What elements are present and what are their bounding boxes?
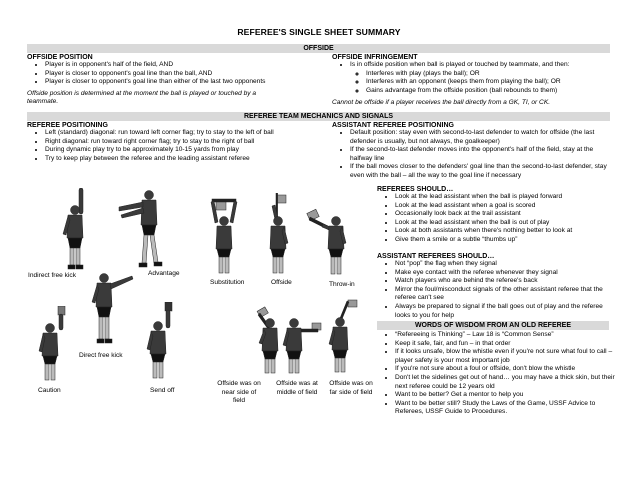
send-off-figure	[140, 302, 180, 384]
list-item: • Always be prepared to signal if the ball goes out of play and the referee looks to you for help	[395, 303, 617, 320]
list-item: • Player is closer to opponent's goal line than the ball, AND	[45, 70, 317, 79]
advantage-figure	[113, 185, 173, 273]
list-item: • During dynamic play try to be approximately 10-15 yards from play	[45, 146, 327, 155]
ars-should-list	[377, 260, 617, 320]
offside-section-bar: OFFSIDE	[27, 44, 610, 53]
ars-should-block	[377, 253, 617, 320]
list-item: • Look at the lead assistant when a goal is scored	[395, 202, 617, 211]
referee-positioning-list	[27, 129, 327, 163]
ar-positioning-list	[332, 129, 614, 181]
caption-throw-in: Throw-in	[329, 281, 355, 288]
offside-far-side-figure	[322, 298, 362, 378]
list-item: • “Refereeing is Thinking” – Law 18 is “Common Sense”	[395, 331, 617, 340]
page-title: REFEREE'S SINGLE SHEET SUMMARY	[237, 27, 401, 37]
caption-indirect-free-kick: Indirect free kick	[28, 272, 77, 279]
list-item: • Look at the lead assistant when the ball is played forward	[395, 193, 617, 202]
offside-infringement-note: Cannot be offside if a player receives the ball directly from a GK, TI, or CK.	[332, 99, 551, 107]
list-item: • Give them a smile or a subtle “thumbs up”	[395, 236, 617, 245]
wisdom-block	[377, 321, 617, 417]
caption-offside-middle: Offside was at middle of field	[276, 380, 318, 396]
direct-free-kick-figure	[82, 262, 137, 350]
offside-infringement-block	[332, 54, 617, 108]
caption-offside: Offside	[271, 279, 292, 286]
list-item: • Watch players who are behind the referee's back	[395, 277, 617, 286]
list-item: • Don't let the sidelines get out of hand… you may have a thick skin, but their next referee could be 12 years old	[395, 374, 617, 391]
referee-positioning-block	[27, 122, 327, 163]
wisdom-heading: WORDS OF WISDOM FROM AN OLD REFEREE	[377, 321, 609, 330]
list-item: • If you're not sure about a foul or offside, don't blow the whistle	[395, 365, 617, 374]
ar-positioning-heading: ASSISTANT REFEREE POSITIONING	[332, 122, 454, 129]
list-item: • Left (standard) diagonal: run toward left corner flag; try to stay to the left of ball	[45, 129, 327, 138]
list-item: • Occasionally look back at the trail assistant	[395, 210, 617, 219]
caution-figure	[30, 306, 70, 386]
substitution-figure	[204, 197, 244, 279]
list-item: • Want to be better still? Study the Laws of the Game, USSF Advice to Referees, USSF Guide to Procedures.	[395, 400, 617, 417]
ar-positioning-block	[332, 122, 614, 181]
list-item: ◦ Gains advantage from the offside position (ball rebounds to them)	[366, 87, 617, 96]
list-item: • Is in offside position when ball is played or touched by teammate, and then:	[350, 61, 617, 70]
list-item: • Player is closer to opponent's goal line than either of the last two opponents	[45, 78, 317, 87]
referee-positioning-heading: REFEREE POSITIONING	[27, 122, 108, 129]
list-item: • If the ball moves closer to the defenders' goal line than the second-to-last defender, stay even with the ball – all the way to the goal line if necessary	[350, 163, 614, 180]
caption-caution: Caution	[38, 387, 61, 394]
offside-infringement-list	[332, 61, 617, 70]
referees-should-block	[377, 186, 617, 245]
list-item: • Mirror the foul/misconduct signals of the other assistant referee that the referee can't see	[395, 286, 617, 303]
referees-should-list	[377, 193, 617, 245]
list-item: • Try to keep play between the referee and the leading assistant referee	[45, 155, 327, 164]
indirect-free-kick-figure	[55, 188, 95, 273]
offside-infringement-sublist	[332, 70, 617, 96]
list-item: ◦ Interferes with an opponent (keeps them from playing the ball); OR	[366, 78, 617, 87]
list-item: • Look at the lead assistant when the ball is out of play	[395, 219, 617, 228]
caption-offside-near-side: Offside was on near side of field	[217, 380, 261, 405]
list-item: • Look at both assistants when there's nothing better to look at	[395, 227, 617, 236]
caption-offside-far-side: Offside was on far side of field	[329, 380, 373, 396]
offside-position-note: Offside position is determined at the moment the ball is played or touched by a teammate.	[27, 89, 257, 106]
caption-substitution: Substitution	[210, 279, 245, 286]
list-item: • Want to be better? Get a mentor to help you	[395, 391, 617, 400]
mechanics-section-bar: REFEREE TEAM MECHANICS AND SIGNALS	[27, 112, 610, 121]
offside-middle-figure	[278, 303, 323, 379]
list-item: • Player is in opponent's half of the field, AND	[45, 61, 317, 70]
ars-should-heading: ASSISTANT REFEREES SHOULD…	[377, 253, 495, 260]
list-item: • Not “pop” the flag when they signal	[395, 260, 617, 269]
list-item: • If the second-to-last defender moves into the opponent's half of the field, stay at the halfway line	[350, 146, 614, 163]
offside-position-heading: OFFSIDE POSITION	[27, 54, 93, 61]
list-item: • If it looks unsafe, blow the whistle even if you're not sure what foul to call – player safety is your most important job	[395, 348, 617, 365]
offside-figure	[258, 193, 298, 279]
caption-direct-free-kick: Direct free kick	[79, 352, 123, 359]
list-item: • Keep it safe, fair, and fun – in that order	[395, 340, 617, 349]
offside-infringement-heading: OFFSIDE INFRINGEMENT	[332, 54, 418, 61]
throw-in-figure	[306, 197, 356, 283]
caption-send-off: Send off	[150, 387, 175, 394]
list-item: ◦ Interferes with play (plays the ball); OR	[366, 70, 617, 79]
list-item: • Default position: stay even with second-to-last defender to watch for offside (the last defender is usually, but not always, the goalkeeper)	[350, 129, 614, 146]
wisdom-list	[377, 331, 617, 417]
list-item: • Make eye contact with the referee whenever they signal	[395, 269, 617, 278]
caption-advantage: Advantage	[148, 270, 180, 277]
offside-position-block	[27, 54, 317, 107]
offside-position-list	[27, 61, 317, 87]
list-item: • Right diagonal: run toward right corner flag; try to stay to the right of ball	[45, 138, 327, 147]
referees-should-heading: REFEREES SHOULD…	[377, 186, 454, 193]
